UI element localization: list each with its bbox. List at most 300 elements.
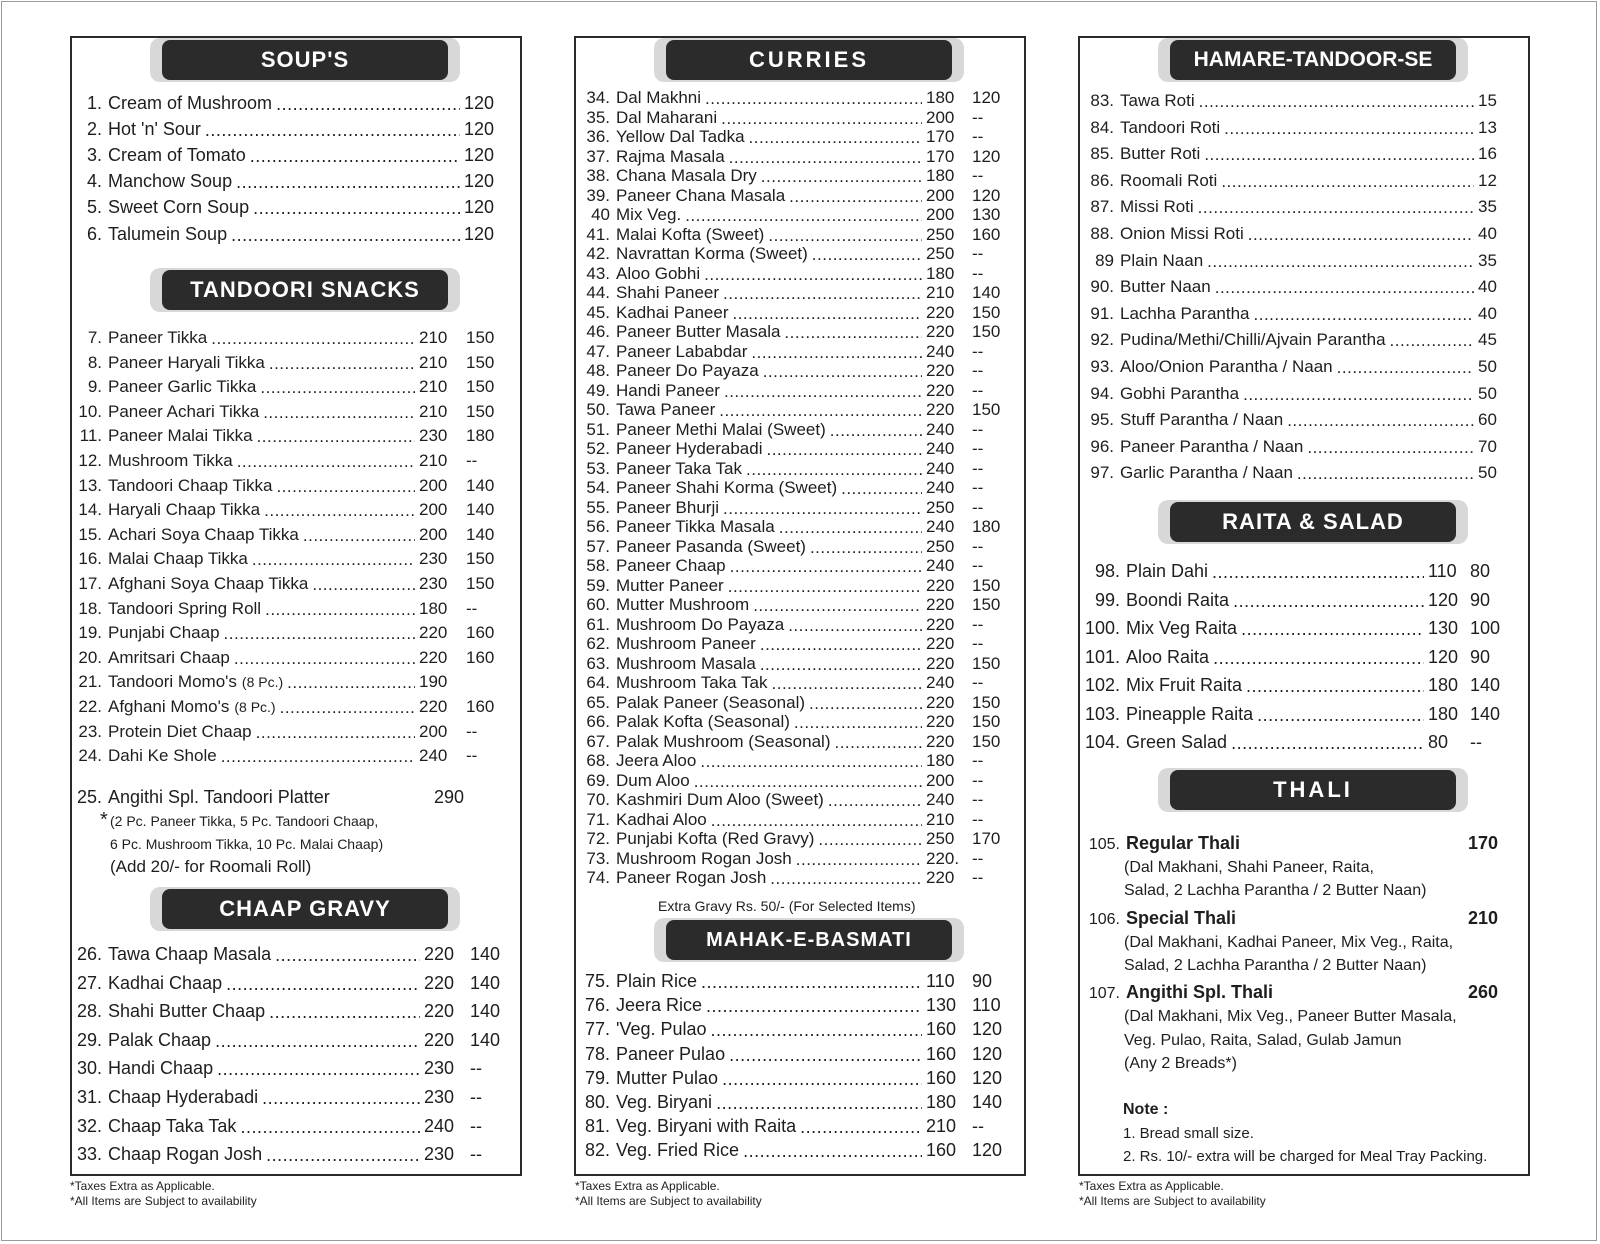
dot-leader (834, 734, 922, 751)
dot-leader (1233, 592, 1424, 610)
item-price-full: 240 (926, 790, 955, 809)
item-number: 85. (1090, 144, 1114, 164)
item-number: 87. (1090, 197, 1114, 217)
thali-description: (Any 2 Breads*) (1124, 1054, 1237, 1072)
item-price-full: 35 (1478, 197, 1497, 217)
item-price-full: 210 (926, 283, 955, 302)
item-number: 29. (76, 1029, 102, 1050)
item-price-half: -- (972, 673, 984, 692)
menu-item (574, 517, 1010, 537)
item-price-full: 230 (419, 574, 448, 593)
dot-leader (280, 699, 415, 716)
item-price-half: 150 (972, 302, 1001, 322)
menu-item (72, 328, 504, 348)
item-price-full: 200 (926, 770, 955, 790)
item-name: Haryali Chaap Tikka (108, 500, 261, 520)
footer-availability: *All Items are Subject to availability (1079, 1194, 1266, 1208)
dot-leader (257, 428, 415, 445)
menu-item (574, 1092, 1010, 1113)
item-price-full: 15 (1478, 91, 1497, 110)
item-name: Paneer Garlic Tikka (108, 377, 257, 397)
item-price-full: 110 (1428, 561, 1457, 581)
item-name: Kadhai Aloo (616, 809, 707, 829)
item-number: 91. (1090, 303, 1114, 323)
item-price-half: -- (470, 1087, 482, 1107)
menu-item (574, 166, 1010, 186)
item-price-full: 210 (419, 451, 448, 470)
item-price-full: 120 (464, 145, 495, 166)
dot-leader (276, 95, 460, 113)
menu-item (574, 790, 1010, 810)
menu-item (72, 672, 504, 692)
item-price-half: -- (972, 497, 984, 517)
menu-item (72, 402, 504, 422)
item-price-half: 160 (972, 224, 1001, 244)
item-name: Malai Chaap Tikka (108, 549, 248, 569)
item-name: Paneer Chaap (616, 556, 726, 575)
dot-leader (796, 851, 922, 868)
item-number: 66. (586, 712, 610, 731)
item-price-half: -- (466, 721, 478, 741)
menu-item (72, 224, 504, 245)
item-number: 22. (78, 697, 102, 716)
item-number: 77. (584, 1019, 610, 1040)
item-price-full: 40 (1478, 303, 1497, 323)
menu-item (574, 498, 1010, 518)
dot-leader (240, 1118, 420, 1136)
menu-item (1078, 647, 1510, 668)
item-price-half: 90 (1470, 646, 1491, 667)
item-name: Aloo Gobhi (616, 263, 701, 283)
item-name: Kadhai Paneer (616, 302, 729, 322)
menu-item (574, 322, 1010, 342)
dot-leader (784, 324, 922, 341)
menu-item (72, 599, 504, 619)
menu-item (1078, 330, 1510, 350)
item-price-full: 200 (926, 185, 955, 205)
item-name: Paneer Haryali Tikka (108, 352, 265, 372)
item-price-full: 230 (419, 426, 448, 446)
item-number: 81. (584, 1116, 610, 1137)
footer-availability: *All Items are Subject to availability (70, 1194, 257, 1208)
item-price-full: 180 (926, 263, 955, 283)
dot-leader (818, 831, 922, 848)
item-name: Butter Naan (1120, 277, 1211, 297)
item-number: 73. (586, 848, 610, 868)
item-price-full: 220 (419, 697, 448, 716)
dot-leader (1248, 226, 1474, 243)
item-price-half: -- (466, 451, 478, 470)
item-price-full: 290 (434, 787, 465, 807)
item-price-full: 220 (926, 380, 955, 400)
dot-leader (1215, 279, 1474, 296)
dot-leader (1307, 439, 1474, 456)
item-name: Mushroom Tikka (108, 451, 233, 470)
item-number: 1. (86, 93, 102, 113)
item-number: 68. (586, 751, 610, 770)
item-name: Achari Soya Chaap Tikka (108, 524, 299, 544)
item-price-full: 230 (424, 1087, 455, 1107)
menu-item (574, 478, 1010, 498)
item-price-half: -- (972, 790, 984, 809)
item-number: 15. (78, 524, 102, 544)
item-price-full: 250 (926, 244, 955, 263)
dot-leader (1243, 386, 1474, 403)
dot-leader (760, 636, 922, 653)
dot-leader (723, 500, 922, 517)
item-name: Paneer Chana Masala (616, 185, 786, 205)
item-price-half: 150 (466, 377, 495, 397)
item-price-half: -- (972, 127, 984, 146)
thali-item (1078, 982, 1498, 1003)
menu-item (1078, 91, 1510, 111)
item-name: Lachha Parantha (1120, 303, 1250, 323)
item-name: Handi Chaap (108, 1058, 214, 1079)
item-price-half: -- (972, 556, 984, 575)
item-number: 106. (1088, 910, 1120, 928)
item-price-half: 150 (466, 549, 495, 569)
item-number: 72. (586, 829, 610, 848)
item-price-full: 40 (1478, 224, 1497, 243)
menu-item (574, 868, 1010, 888)
item-number: 41. (586, 224, 610, 244)
item-name: Tandoori Spring Roll (108, 598, 262, 618)
menu-item (1078, 704, 1510, 725)
section-title: TANDOORI SNACKS (162, 270, 448, 310)
item-name: Palak Paneer (Seasonal) (616, 692, 806, 712)
dot-leader (312, 576, 415, 593)
item-name: Pineapple Raita (1126, 703, 1254, 724)
dot-leader (685, 207, 922, 224)
section-banner-chaap-gravy (150, 887, 460, 931)
item-price-full: 200 (419, 721, 448, 741)
item-name: Shahi Butter Chaap (108, 1001, 266, 1022)
item-price-full: 200 (419, 500, 448, 520)
item-price-full: 160 (926, 1067, 957, 1088)
footer-availability: *All Items are Subject to availability (575, 1194, 762, 1208)
dot-leader (1224, 120, 1474, 137)
item-price-half: 120 (972, 1140, 1003, 1161)
dot-leader (234, 650, 415, 667)
menu-item (1078, 384, 1510, 404)
item-price-half: 150 (466, 401, 495, 421)
menu-item (72, 171, 504, 192)
item-number: 74. (586, 868, 610, 887)
dot-leader (1198, 199, 1474, 216)
item-price-half: 90 (972, 971, 993, 991)
dot-leader (779, 519, 922, 536)
item-number: 61. (586, 614, 610, 634)
item-price-full: 35 (1478, 250, 1497, 270)
item-number: 92. (1090, 330, 1114, 350)
item-price-full: 220 (926, 575, 955, 595)
item-price-full: 200 (419, 475, 448, 495)
menu-item (72, 197, 504, 218)
item-price-half: -- (972, 380, 984, 400)
item-name: Paneer Malai Tikka (108, 426, 253, 446)
menu-item (1078, 410, 1510, 430)
item-name: Mix Veg. (616, 205, 682, 224)
item-number: 76. (584, 995, 610, 1016)
menu-item (574, 264, 1010, 284)
item-price-half: -- (972, 751, 984, 770)
item-price-full: 220 (926, 712, 955, 731)
item-price-half: 120 (972, 1019, 1003, 1040)
footer-taxes: *Taxes Extra as Applicable. (1079, 1179, 1224, 1193)
menu-item (574, 420, 1010, 440)
item-price-full: 180 (926, 166, 955, 185)
menu-item (72, 1001, 508, 1022)
item-number: 7. (87, 328, 102, 347)
item-number: 34. (586, 88, 610, 107)
menu-item (574, 995, 1010, 1016)
item-price-half: 110 (972, 995, 1001, 1016)
thali-item (1078, 833, 1498, 854)
dot-leader (1254, 306, 1475, 323)
item-price-half: 160 (466, 647, 495, 667)
item-price-full: 240 (926, 673, 955, 692)
dot-leader (830, 422, 922, 439)
item-price-half: 170 (972, 829, 1001, 848)
item-price-full: 50 (1478, 463, 1497, 483)
item-number: 30. (76, 1058, 102, 1079)
item-price-full: 230 (419, 549, 448, 569)
item-name: Paneer Hyderabadi (616, 439, 763, 458)
menu-item (72, 353, 504, 373)
item-number: 55. (586, 497, 610, 517)
item-price-full: 180 (926, 1092, 957, 1112)
item-number: 35. (586, 107, 610, 127)
item-name: Pudina/Methi/Chilli/Ajvain Parantha (1120, 330, 1386, 350)
item-price-full: 120 (464, 119, 495, 140)
item-name: Veg. Biryani (616, 1092, 713, 1112)
note-title: Note : (1123, 1101, 1169, 1118)
item-number: 89 (1095, 250, 1114, 270)
item-number: 38. (586, 166, 610, 185)
item-price-full: 220 (419, 623, 448, 643)
menu-item (72, 426, 504, 446)
dot-leader (1199, 93, 1474, 110)
item-number: 86. (1090, 170, 1114, 190)
section-banner-thali (1158, 768, 1468, 812)
item-name: Afghani Momo's (108, 697, 230, 716)
item-price-full: 110 (926, 971, 955, 991)
item-price-half: -- (972, 458, 984, 478)
item-price-full: 240 (926, 341, 955, 361)
item-number: 90. (1090, 277, 1114, 297)
item-name: Tawa Paneer (616, 400, 716, 419)
item-name: Paneer Shahi Korma (Sweet) (616, 478, 838, 497)
item-price-half: 150 (972, 731, 1001, 751)
dot-leader (217, 1060, 420, 1078)
dot-leader (719, 402, 922, 419)
menu-item (72, 119, 504, 140)
item-number: 8. (87, 352, 102, 372)
item-number: 3. (86, 145, 102, 166)
menu-item (72, 944, 508, 965)
item-number: 37. (586, 146, 610, 166)
item-price-half: 140 (972, 1092, 1003, 1112)
item-number: 42. (586, 244, 610, 263)
item-price-half: -- (470, 1058, 482, 1079)
dot-leader (1221, 173, 1474, 190)
item-name: Paneer Pasanda (Sweet) (616, 536, 806, 556)
item-name: Paneer Bhurji (616, 497, 720, 517)
item-name: Paneer Pulao (616, 1043, 726, 1064)
item-number: 84. (1090, 117, 1114, 137)
item-price-full: 70 (1478, 436, 1497, 456)
item-name: Jeera Aloo (616, 751, 697, 770)
dot-leader (704, 266, 922, 283)
item-price-half: 140 (466, 500, 495, 520)
item-name: Malai Kofta (Sweet) (616, 224, 765, 244)
menu-item (72, 451, 504, 471)
item-price-half: -- (972, 166, 984, 185)
dot-leader (812, 246, 922, 263)
item-price-half: 160 (466, 623, 495, 643)
item-number: 103. (1084, 703, 1120, 724)
item-price-full: 220 (926, 653, 955, 673)
item-price-full: 210 (926, 809, 955, 829)
menu-item (72, 93, 504, 114)
item-price-full: 230 (424, 1058, 455, 1079)
item-name: Palak Chaap (108, 1029, 212, 1050)
item-number: 28. (76, 1001, 102, 1022)
item-price-half: -- (972, 478, 984, 497)
item-number: 63. (586, 653, 610, 673)
item-price-full: 16 (1478, 144, 1497, 164)
item-price: 260 (1468, 982, 1499, 1003)
item-number: 82. (584, 1140, 610, 1161)
item-name: Regular Thali (1126, 833, 1241, 853)
item-number: 62. (586, 634, 610, 653)
dot-leader (269, 1003, 420, 1021)
item-number: 64. (586, 673, 610, 692)
menu-item (574, 751, 1010, 771)
dot-leader (732, 305, 922, 322)
item-price-full: 120 (464, 197, 495, 218)
item-name: Handi Paneer (616, 380, 720, 400)
item-number: 52. (586, 439, 610, 458)
dot-leader (224, 625, 415, 642)
item-price-full: 220 (926, 634, 955, 653)
item-number: 53. (586, 458, 610, 478)
section-title: CHAAP GRAVY (162, 889, 448, 929)
dot-leader (269, 355, 415, 372)
dot-leader (231, 226, 460, 244)
item-name: Mix Veg Raita (1126, 618, 1238, 638)
item-name: Tandoori Momo's (108, 672, 237, 692)
item-name: Mushroom Do Payaza (616, 614, 785, 634)
item-name: Paneer Tikka Masala (616, 517, 775, 536)
section-banner-soups (150, 38, 460, 82)
menu-item (574, 693, 1010, 713)
dot-leader (721, 110, 922, 127)
item-name: Dal Maharani (616, 107, 718, 127)
item-number: 60. (586, 595, 610, 614)
item-name: Hot 'n' Sour (108, 119, 201, 140)
dot-leader (266, 1146, 420, 1164)
item-price-half: -- (972, 361, 984, 380)
dot-leader (701, 973, 922, 991)
item-name: Paneer Tikka (108, 328, 208, 347)
item-number: 97. (1090, 463, 1114, 483)
item-name: Kashmiri Dum Aloo (Sweet) (616, 790, 824, 809)
item-number: 27. (76, 972, 102, 993)
item-price: 170 (1468, 833, 1499, 853)
item-number: 88. (1090, 224, 1114, 243)
item-price-full: 120 (464, 223, 495, 244)
dot-leader (226, 975, 420, 993)
menu-item (1078, 675, 1510, 696)
menu-item (72, 1116, 508, 1137)
item-price-full: 160 (926, 1043, 957, 1064)
dot-leader (723, 285, 922, 302)
item-name: Mushroom Paneer (616, 634, 756, 653)
item-price-full: 180 (419, 598, 448, 618)
menu-item (574, 127, 1010, 147)
item-number: 21. (78, 672, 102, 692)
dot-leader (700, 753, 922, 770)
footer-taxes: *Taxes Extra as Applicable. (70, 1179, 215, 1193)
item-number: 20. (78, 647, 102, 667)
item-price-full: 180 (926, 88, 955, 107)
item-name: Aloo/Onion Parantha / Naan (1120, 357, 1333, 376)
item-name: 'Veg. Pulao (616, 1019, 707, 1040)
item-name: Manchow Soup (108, 171, 233, 192)
dot-leader (705, 90, 922, 107)
dot-leader (263, 404, 415, 421)
item-price-full: 60 (1478, 410, 1497, 430)
item-price-full: 240 (926, 439, 955, 458)
item-price-full: 12 (1478, 170, 1497, 190)
dot-leader (253, 199, 460, 217)
dot-leader (250, 147, 460, 165)
item-price-full: 240 (926, 419, 955, 439)
item-number: 12. (78, 451, 102, 470)
item-price-full: 210 (926, 1116, 957, 1137)
item-price-half: 180 (466, 426, 495, 446)
item-price-full: 170 (926, 146, 955, 166)
menu-item (574, 673, 1010, 693)
dot-leader (215, 1032, 420, 1050)
item-name: Plain Naan (1120, 250, 1204, 270)
dot-leader (264, 502, 415, 519)
item-price-half: -- (972, 1116, 984, 1137)
item-name: Mushroom Masala (616, 653, 756, 673)
item-number: 71. (586, 809, 610, 829)
item-name: Yellow Dal Tadka (616, 127, 745, 146)
item-number: 58. (586, 556, 610, 575)
menu-item (1078, 463, 1510, 483)
section-title: CURRIES (666, 40, 952, 80)
item-name: Paneer Butter Masala (616, 322, 781, 341)
item-price-full: 210 (419, 352, 448, 372)
item-price-full: 240 (926, 517, 955, 536)
platter-desc-line-2: 6 Pc. Mushroom Tikka, 10 Pc. Malai Chaap) (110, 836, 384, 852)
item-number: 47. (586, 341, 610, 361)
item-name: Chaap Hyderabadi (108, 1087, 259, 1107)
item-name: Punjabi Kofta (Red Gravy) (616, 829, 815, 848)
menu-item (72, 746, 504, 766)
item-number: 32. (76, 1115, 102, 1136)
dot-leader (1246, 677, 1424, 695)
item-price: 210 (1468, 907, 1499, 928)
item-price-half: 180 (972, 517, 1001, 536)
dot-leader (711, 1021, 922, 1039)
item-name: Plain Dahi (1126, 561, 1209, 581)
item-price-half: 140 (972, 283, 1001, 302)
